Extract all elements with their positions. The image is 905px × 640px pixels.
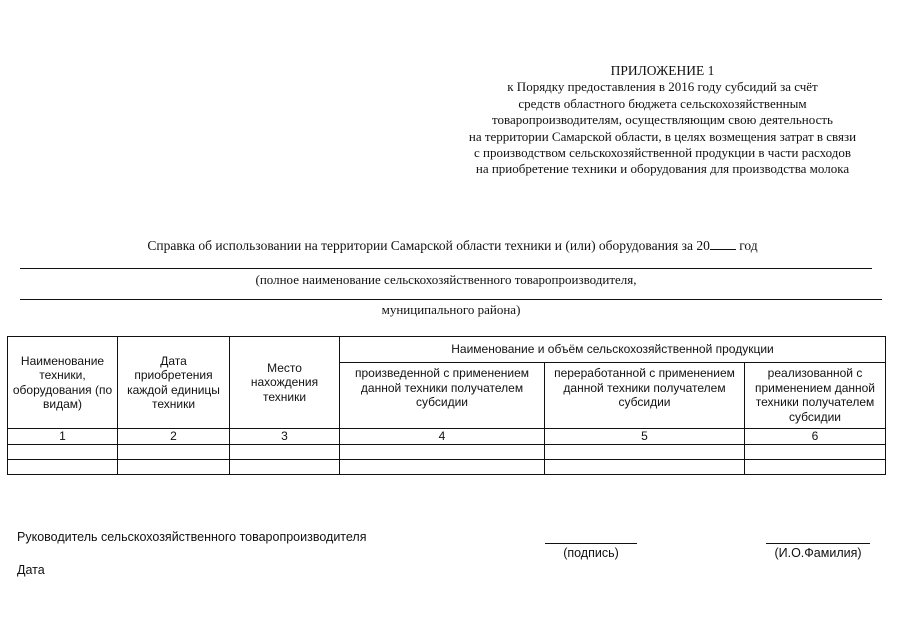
table-cell[interactable] bbox=[545, 445, 745, 460]
header-purchase-date: Дата приобретения каждой единицы техники bbox=[118, 337, 230, 429]
header-location: Место нахождения техники bbox=[230, 337, 340, 429]
name-caption: (И.О.Фамилия) bbox=[774, 546, 862, 560]
district-line[interactable] bbox=[20, 299, 882, 300]
appendix-line: к Порядку предоставления в 2016 году субсидий за счёт bbox=[507, 79, 818, 95]
column-number: 3 bbox=[230, 429, 340, 445]
table-cell[interactable] bbox=[118, 445, 230, 460]
column-number: 1 bbox=[8, 429, 118, 445]
column-number: 5 bbox=[545, 429, 745, 445]
signature-caption: (подпись) bbox=[563, 546, 619, 560]
table-cell[interactable] bbox=[745, 460, 886, 475]
table-cell[interactable] bbox=[8, 445, 118, 460]
appendix-line: товаропроизводителям, осуществляющим свою деятельность bbox=[492, 112, 833, 128]
district-caption: муниципального района) bbox=[381, 302, 521, 317]
header-sold: реализованной с применением данной техники получателем субсидии bbox=[745, 363, 886, 429]
appendix-heading: ПРИЛОЖЕНИЕ 1 bbox=[610, 63, 715, 78]
header-product-group: Наименование и объём сельскохозяйственной продукции bbox=[340, 337, 886, 363]
producer-name-line[interactable] bbox=[20, 268, 872, 269]
producer-caption: (полное наименование сельскохозяйственного товаропроизводителя, bbox=[255, 272, 637, 287]
column-number: 6 bbox=[745, 429, 886, 445]
table-cell[interactable] bbox=[340, 445, 545, 460]
year-blank[interactable] bbox=[710, 238, 736, 250]
date-label: Дата bbox=[17, 563, 45, 577]
manager-label: Руководитель сельскохозяйственного товаропроизводителя bbox=[17, 530, 367, 544]
title-text: Справка об использовании на территории Самарской области техники и (или) оборудования за 20 bbox=[147, 238, 710, 253]
name-line[interactable] bbox=[766, 543, 870, 544]
appendix-line: с производством сельскохозяйственной продукции в части расходов bbox=[473, 145, 852, 161]
appendix-block bbox=[440, 63, 885, 178]
column-number: 4 bbox=[340, 429, 545, 445]
table-cell[interactable] bbox=[230, 445, 340, 460]
table-cell[interactable] bbox=[8, 460, 118, 475]
header-processed: переработанной с применением данной техники получателем субсидии bbox=[545, 363, 745, 429]
table-cell[interactable] bbox=[340, 460, 545, 475]
table-cell[interactable] bbox=[118, 460, 230, 475]
header-produced: произведенной с применением данной техники получателем субсидии bbox=[340, 363, 545, 429]
appendix-line: средств областного бюджета сельскохозяйственным bbox=[518, 95, 807, 111]
column-number: 2 bbox=[118, 429, 230, 445]
signature-line[interactable] bbox=[545, 543, 637, 544]
header-equipment-name: Наименование техники, оборудования (по видам) bbox=[8, 337, 118, 429]
appendix-line: на приобретение техники и оборудования для производства молока bbox=[475, 161, 850, 177]
table-cell[interactable] bbox=[745, 445, 886, 460]
usage-table bbox=[7, 336, 886, 475]
table-cell[interactable] bbox=[545, 460, 745, 475]
document-title bbox=[0, 238, 905, 254]
appendix-line: на территории Самарской области, в целях возмещения затрат в связи bbox=[468, 128, 857, 144]
table-cell[interactable] bbox=[230, 460, 340, 475]
title-year-suffix: год bbox=[735, 238, 758, 253]
